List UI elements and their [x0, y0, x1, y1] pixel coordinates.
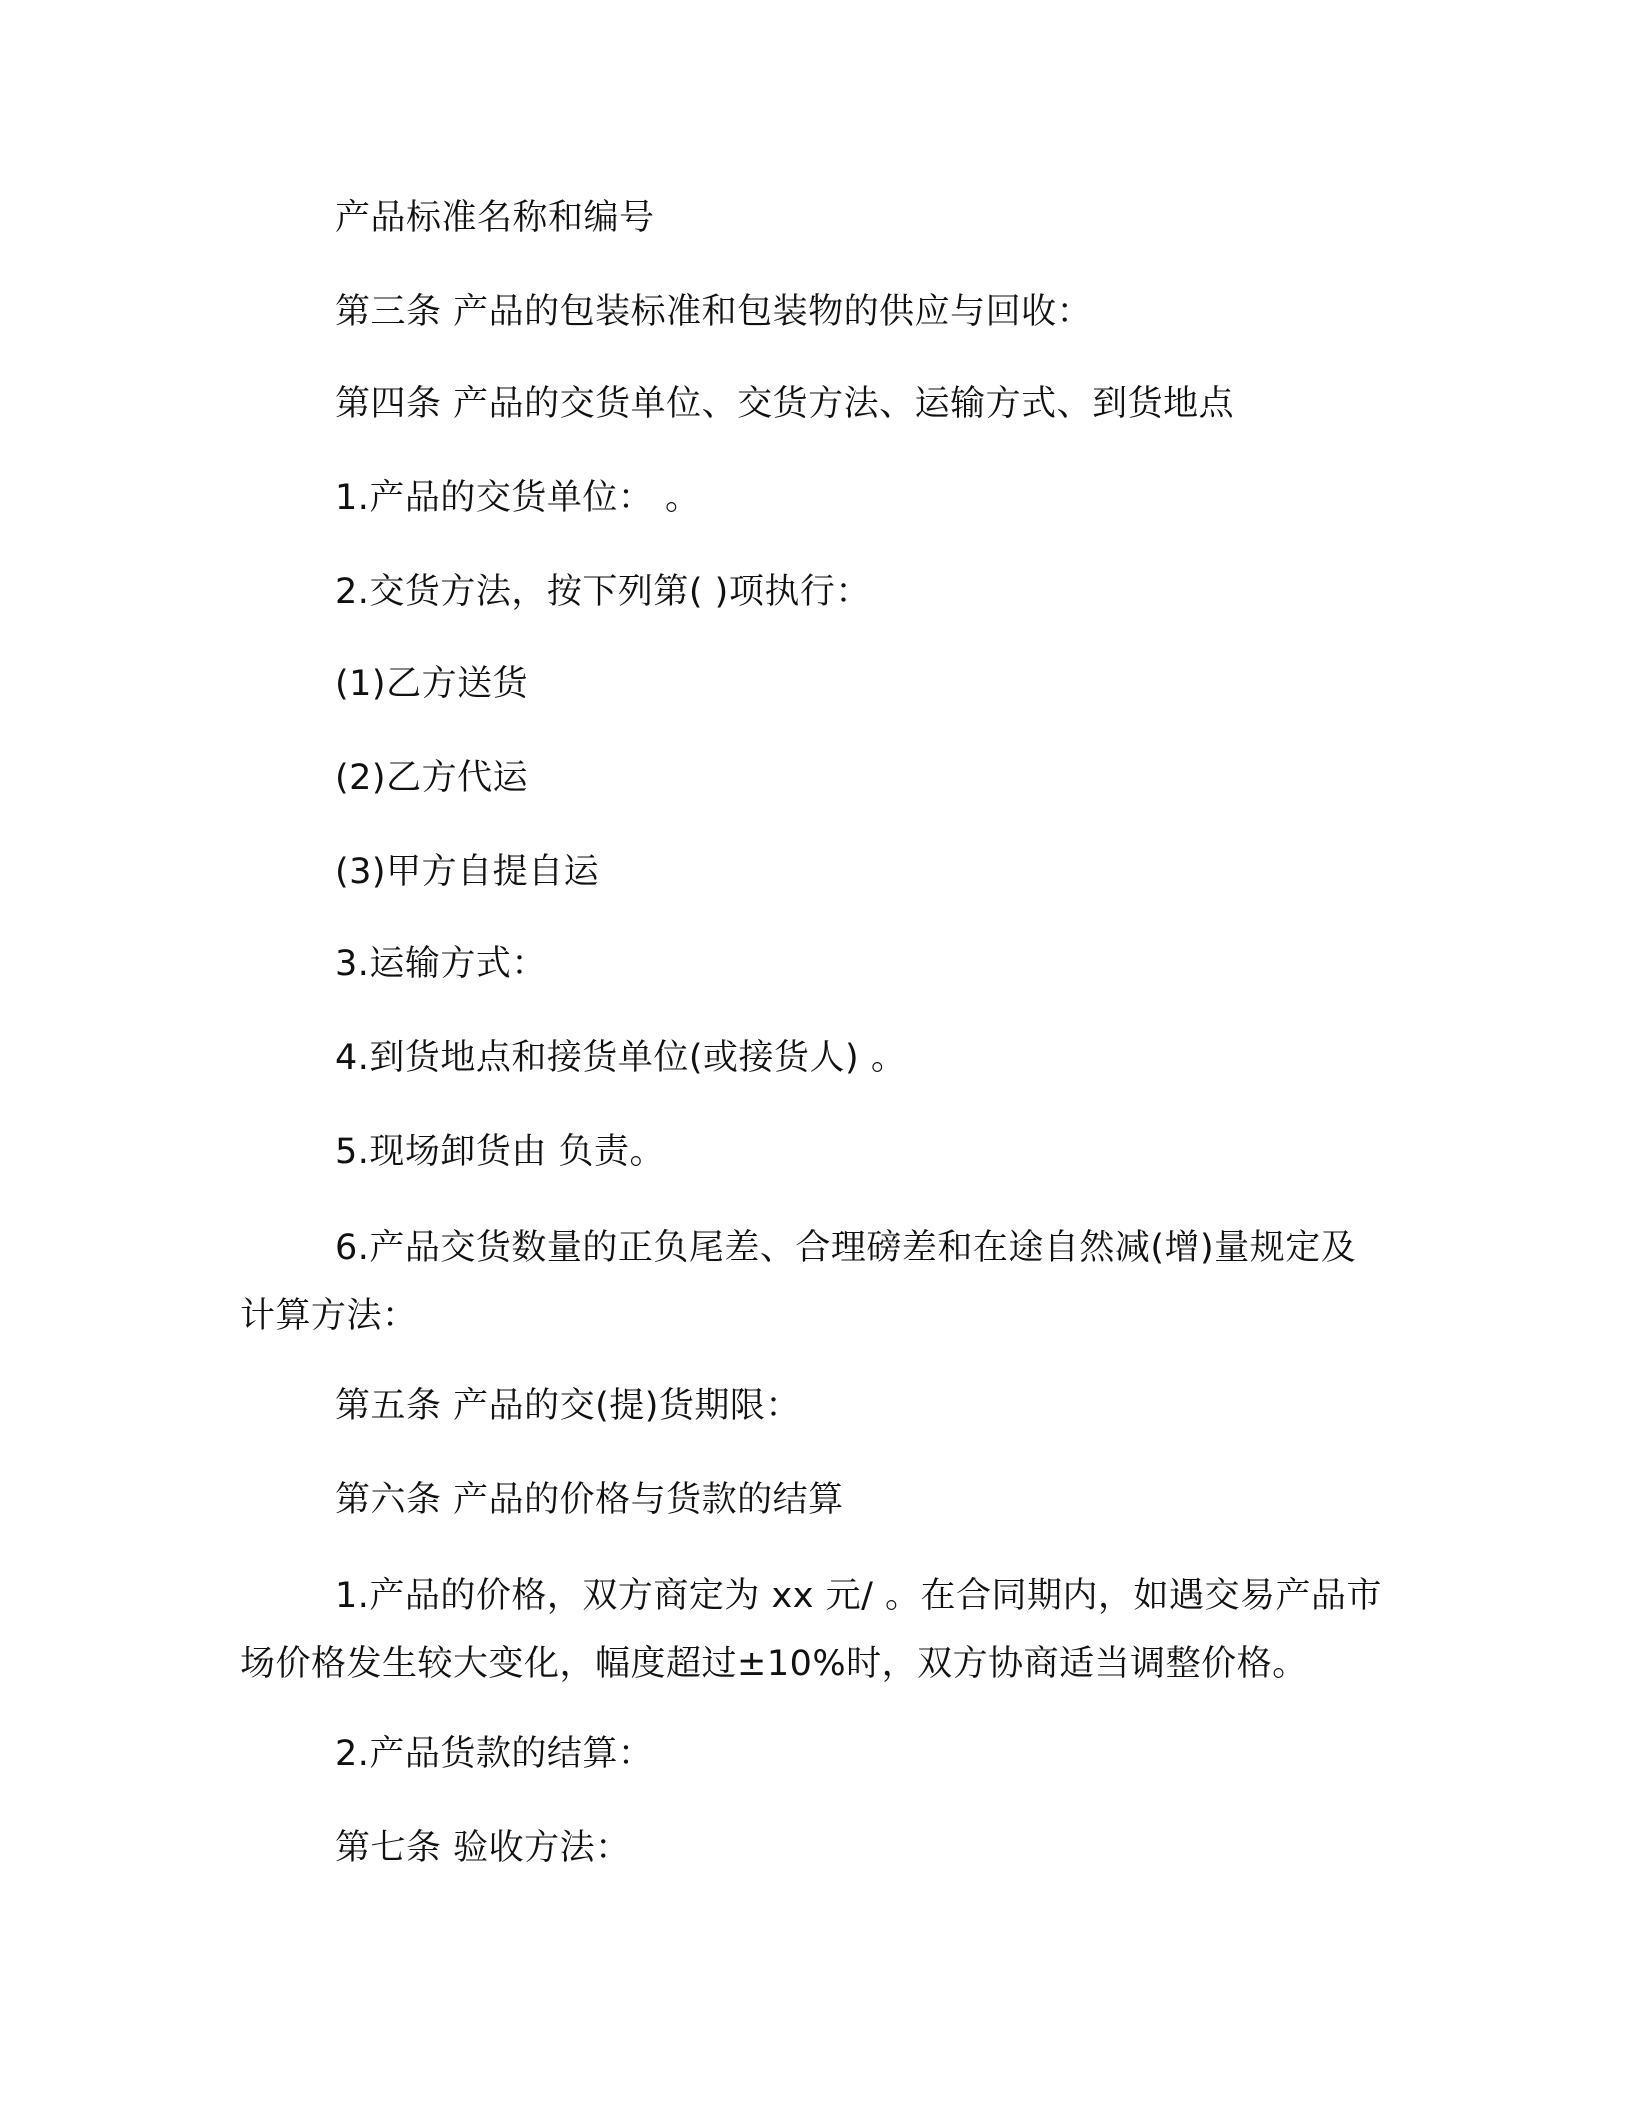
article-4-heading: 第四条 产品的交货单位、交货方法、运输方式、到货地点	[335, 384, 1235, 424]
item-unloading: 5.现场卸货由 负责。	[335, 1132, 666, 1172]
option-2: (2)乙方代运	[335, 758, 529, 798]
article-5-heading: 第五条 产品的交(提)货期限：	[335, 1386, 801, 1426]
article-6-heading: 第六条 产品的价格与货款的结算	[335, 1480, 844, 1520]
item-transport-method: 3.运输方式：	[335, 944, 547, 984]
option-1: (1)乙方送货	[335, 664, 529, 704]
heading-product-standard: 产品标准名称和编号	[335, 198, 655, 238]
item-product-price-text: 1.产品的价格，双方商定为 xx 元/ 。在合同期内，如遇交易产品市场价格发生较大变化，幅度超过±10%时，双方协商适当调整价格。	[240, 1576, 1382, 1684]
article-7-heading: 第七条 验收方法：	[335, 1828, 631, 1868]
item-quantity-tolerance	[240, 1214, 1390, 1350]
item-delivery-unit: 1.产品的交货单位： 。	[335, 478, 701, 518]
option-3: (3)甲方自提自运	[335, 852, 600, 892]
item-arrival-location: 4.到货地点和接货单位(或接货人) 。	[335, 1038, 907, 1078]
item-delivery-method: 2.交货方法，按下列第( )项执行：	[335, 572, 871, 612]
item-product-price	[240, 1562, 1390, 1698]
article-3-heading: 第三条 产品的包装标准和包装物的供应与回收：	[335, 292, 1093, 332]
item-payment-settlement: 2.产品货款的结算：	[335, 1734, 654, 1774]
item-quantity-tolerance-text: 6.产品交货数量的正负尾差、合理磅差和在途自然减(增)量规定及计算方法：	[240, 1228, 1357, 1336]
